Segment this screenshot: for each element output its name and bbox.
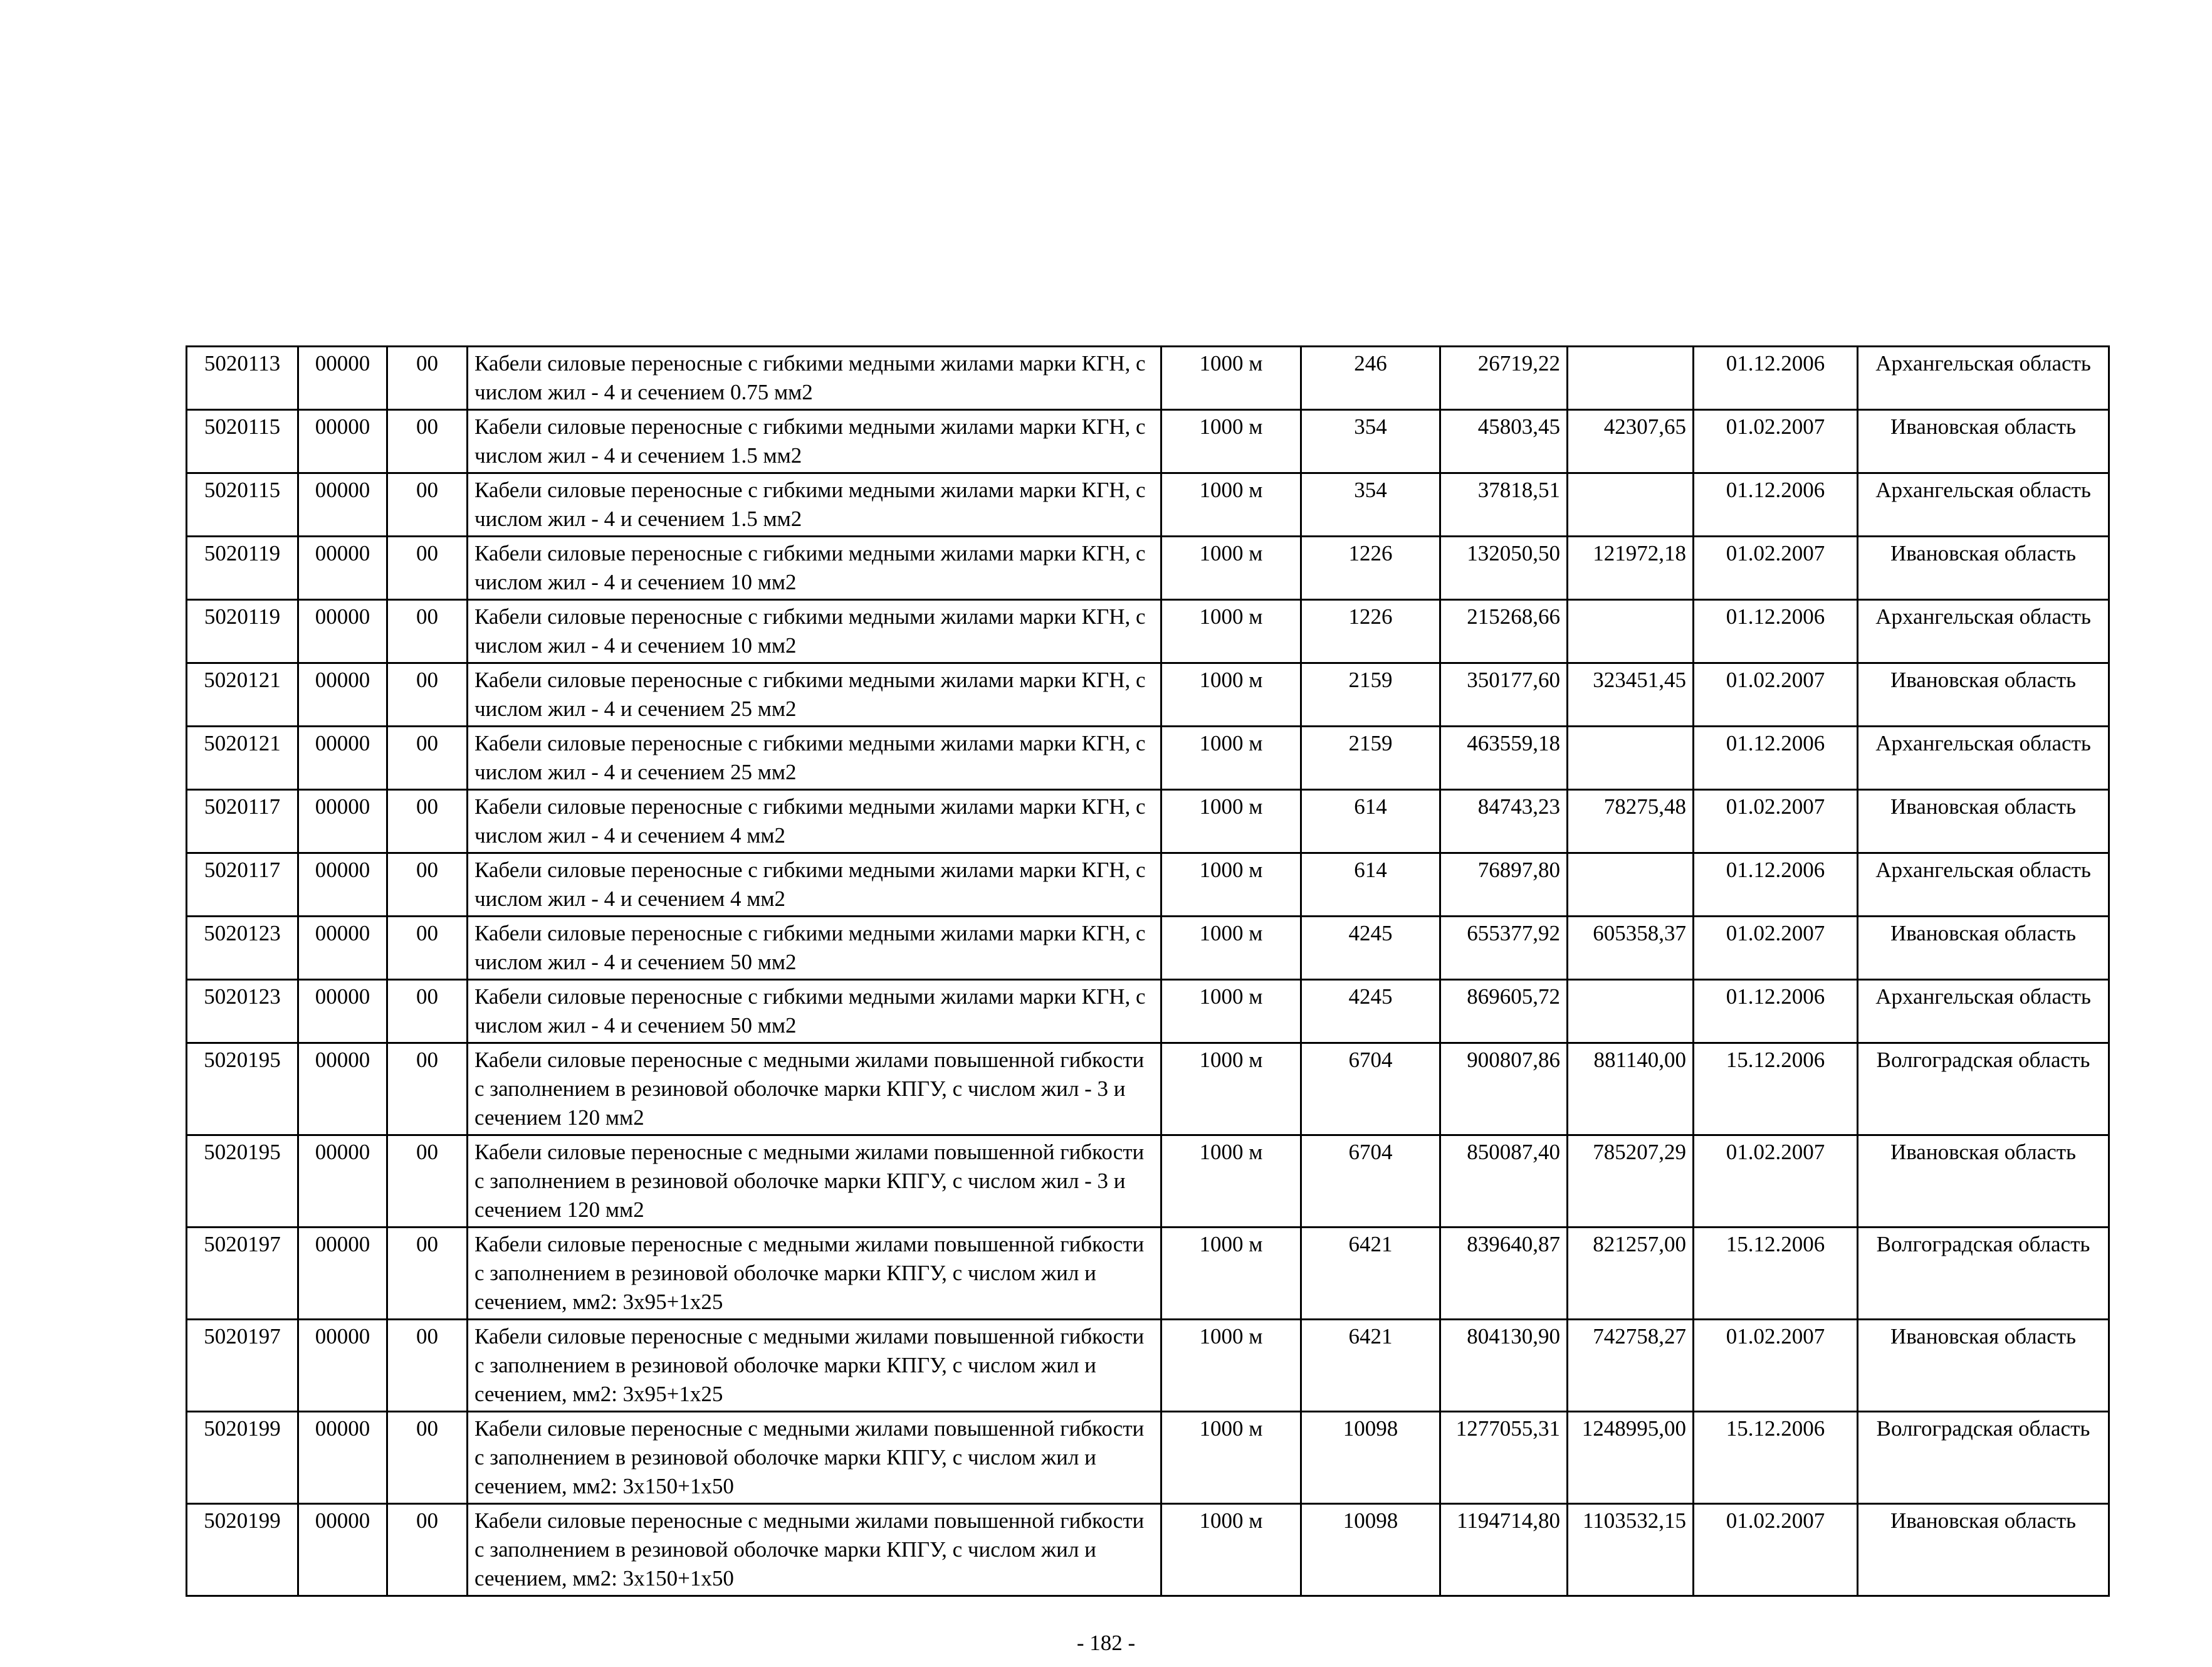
subcode-cell: 00000: [298, 410, 387, 473]
region-cell: Ивановская область: [1858, 790, 2109, 853]
region-cell: Архангельская область: [1858, 347, 2109, 410]
date-cell: 15.12.2006: [1694, 1412, 1858, 1504]
unit-cell: 1000 м: [1161, 727, 1301, 790]
subcode-cell: 00000: [298, 917, 387, 980]
resource-code-cell: 5020197: [187, 1320, 298, 1412]
unit-cell: 1000 м: [1161, 537, 1301, 600]
unit-cell: 1000 м: [1161, 917, 1301, 980]
resource-code-cell: 5020195: [187, 1135, 298, 1228]
price-cell: 45803,45: [1440, 410, 1568, 473]
mass-cell: 614: [1301, 790, 1440, 853]
price-alt-cell: 42307,65: [1568, 410, 1694, 473]
description-cell: Кабели силовые переносные с гибкими медными жилами марки КГН, с числом жил - 4 и сечением 25 мм2: [468, 663, 1161, 727]
table-row: [187, 727, 2109, 790]
resource-code-cell: 5020195: [187, 1043, 298, 1135]
description-cell: Кабели силовые переносные с медными жилами повышенной гибкости с заполнением в резиновой оболочке марки КПГУ, с числом жил - 3 и сечением 120 мм2: [468, 1043, 1161, 1135]
subcode-cell: 00000: [298, 1043, 387, 1135]
table-row: [187, 790, 2109, 853]
price-alt-cell: 323451,45: [1568, 663, 1694, 727]
subcode-cell: 00000: [298, 663, 387, 727]
unit-cell: 1000 м: [1161, 790, 1301, 853]
suffix-cell: 00: [387, 537, 468, 600]
date-cell: 01.02.2007: [1694, 1504, 1858, 1596]
suffix-cell: 00: [387, 1412, 468, 1504]
resource-code-cell: 5020199: [187, 1412, 298, 1504]
suffix-cell: 00: [387, 600, 468, 663]
date-cell: 01.12.2006: [1694, 347, 1858, 410]
region-cell: Архангельская область: [1858, 473, 2109, 537]
table-row: [187, 1228, 2109, 1320]
table-body: [187, 347, 2109, 1596]
subcode-cell: 00000: [298, 853, 387, 917]
description-cell: Кабели силовые переносные с гибкими медными жилами марки КГН, с числом жил - 4 и сечением 0.75 мм2: [468, 347, 1161, 410]
price-cell: 850087,40: [1440, 1135, 1568, 1228]
description-cell: Кабели силовые переносные с медными жилами повышенной гибкости с заполнением в резиновой оболочке марки КПГУ, с числом жил и сечением, мм2: 3х95+1х25: [468, 1320, 1161, 1412]
price-table: [186, 345, 2110, 1597]
unit-cell: 1000 м: [1161, 1228, 1301, 1320]
date-cell: 01.02.2007: [1694, 1320, 1858, 1412]
region-cell: Ивановская область: [1858, 917, 2109, 980]
date-cell: 01.02.2007: [1694, 917, 1858, 980]
price-alt-cell: [1568, 347, 1694, 410]
table-row: [187, 347, 2109, 410]
table-row: [187, 663, 2109, 727]
description-cell: Кабели силовые переносные с гибкими медными жилами марки КГН, с числом жил - 4 и сечением 10 мм2: [468, 600, 1161, 663]
resource-code-cell: 5020117: [187, 790, 298, 853]
region-cell: Архангельская область: [1858, 853, 2109, 917]
table-row: [187, 410, 2109, 473]
date-cell: 01.12.2006: [1694, 727, 1858, 790]
table-row: [187, 1504, 2109, 1596]
unit-cell: 1000 м: [1161, 347, 1301, 410]
region-cell: Архангельская область: [1858, 980, 2109, 1043]
mass-cell: 354: [1301, 473, 1440, 537]
resource-code-cell: 5020117: [187, 853, 298, 917]
subcode-cell: 00000: [298, 1135, 387, 1228]
resource-code-cell: 5020199: [187, 1504, 298, 1596]
region-cell: Ивановская область: [1858, 410, 2109, 473]
price-alt-cell: 605358,37: [1568, 917, 1694, 980]
suffix-cell: 00: [387, 410, 468, 473]
region-cell: Волгоградская область: [1858, 1043, 2109, 1135]
date-cell: 01.02.2007: [1694, 410, 1858, 473]
price-alt-cell: [1568, 473, 1694, 537]
table-row: [187, 537, 2109, 600]
description-cell: Кабели силовые переносные с медными жилами повышенной гибкости с заполнением в резиновой оболочке марки КПГУ, с числом жил и сечением, мм2: 3х150+1х50: [468, 1504, 1161, 1596]
subcode-cell: 00000: [298, 347, 387, 410]
unit-cell: 1000 м: [1161, 1320, 1301, 1412]
mass-cell: 10098: [1301, 1504, 1440, 1596]
unit-cell: 1000 м: [1161, 410, 1301, 473]
price-cell: 350177,60: [1440, 663, 1568, 727]
suffix-cell: 00: [387, 347, 468, 410]
price-cell: 839640,87: [1440, 1228, 1568, 1320]
date-cell: 15.12.2006: [1694, 1043, 1858, 1135]
resource-code-cell: 5020119: [187, 600, 298, 663]
unit-cell: 1000 м: [1161, 600, 1301, 663]
mass-cell: 6704: [1301, 1043, 1440, 1135]
unit-cell: 1000 м: [1161, 853, 1301, 917]
description-cell: Кабели силовые переносные с гибкими медными жилами марки КГН, с числом жил - 4 и сечением 50 мм2: [468, 917, 1161, 980]
subcode-cell: 00000: [298, 980, 387, 1043]
unit-cell: 1000 м: [1161, 663, 1301, 727]
region-cell: Архангельская область: [1858, 727, 2109, 790]
region-cell: Ивановская область: [1858, 1320, 2109, 1412]
mass-cell: 354: [1301, 410, 1440, 473]
description-cell: Кабели силовые переносные с медными жилами повышенной гибкости с заполнением в резиновой оболочке марки КПГУ, с числом жил и сечением, мм2: 3х150+1х50: [468, 1412, 1161, 1504]
price-alt-cell: [1568, 853, 1694, 917]
price-cell: 900807,86: [1440, 1043, 1568, 1135]
subcode-cell: 00000: [298, 1504, 387, 1596]
description-cell: Кабели силовые переносные с медными жилами повышенной гибкости с заполнением в резиновой оболочке марки КПГУ, с числом жил и сечением, мм2: 3х95+1х25: [468, 1228, 1161, 1320]
mass-cell: 2159: [1301, 727, 1440, 790]
date-cell: 01.12.2006: [1694, 600, 1858, 663]
price-alt-cell: 1103532,15: [1568, 1504, 1694, 1596]
mass-cell: 4245: [1301, 917, 1440, 980]
suffix-cell: 00: [387, 727, 468, 790]
subcode-cell: 00000: [298, 473, 387, 537]
suffix-cell: 00: [387, 1504, 468, 1596]
mass-cell: 10098: [1301, 1412, 1440, 1504]
subcode-cell: 00000: [298, 537, 387, 600]
resource-code-cell: 5020119: [187, 537, 298, 600]
description-cell: Кабели силовые переносные с гибкими медными жилами марки КГН, с числом жил - 4 и сечением 1.5 мм2: [468, 410, 1161, 473]
price-cell: 26719,22: [1440, 347, 1568, 410]
mass-cell: 4245: [1301, 980, 1440, 1043]
suffix-cell: 00: [387, 917, 468, 980]
mass-cell: 246: [1301, 347, 1440, 410]
resource-code-cell: 5020115: [187, 473, 298, 537]
description-cell: Кабели силовые переносные с гибкими медными жилами марки КГН, с числом жил - 4 и сечением 25 мм2: [468, 727, 1161, 790]
date-cell: 01.02.2007: [1694, 537, 1858, 600]
unit-cell: 1000 м: [1161, 1412, 1301, 1504]
suffix-cell: 00: [387, 663, 468, 727]
price-cell: 215268,66: [1440, 600, 1568, 663]
mass-cell: 614: [1301, 853, 1440, 917]
mass-cell: 2159: [1301, 663, 1440, 727]
subcode-cell: 00000: [298, 790, 387, 853]
date-cell: 01.12.2006: [1694, 980, 1858, 1043]
unit-cell: 1000 м: [1161, 1135, 1301, 1228]
unit-cell: 1000 м: [1161, 980, 1301, 1043]
table-row: [187, 917, 2109, 980]
suffix-cell: 00: [387, 473, 468, 537]
region-cell: Ивановская область: [1858, 1135, 2109, 1228]
table-row: [187, 1320, 2109, 1412]
suffix-cell: 00: [387, 1043, 468, 1135]
price-alt-cell: 785207,29: [1568, 1135, 1694, 1228]
region-cell: Волгоградская область: [1858, 1412, 2109, 1504]
suffix-cell: 00: [387, 980, 468, 1043]
price-alt-cell: 821257,00: [1568, 1228, 1694, 1320]
description-cell: Кабели силовые переносные с гибкими медными жилами марки КГН, с числом жил - 4 и сечением 1.5 мм2: [468, 473, 1161, 537]
mass-cell: 1226: [1301, 600, 1440, 663]
price-cell: 869605,72: [1440, 980, 1568, 1043]
price-cell: 804130,90: [1440, 1320, 1568, 1412]
unit-cell: 1000 м: [1161, 1504, 1301, 1596]
suffix-cell: 00: [387, 853, 468, 917]
subcode-cell: 00000: [298, 727, 387, 790]
description-cell: Кабели силовые переносные с гибкими медными жилами марки КГН, с числом жил - 4 и сечением 4 мм2: [468, 790, 1161, 853]
price-cell: 76897,80: [1440, 853, 1568, 917]
subcode-cell: 00000: [298, 1320, 387, 1412]
price-cell: 132050,50: [1440, 537, 1568, 600]
region-cell: Ивановская область: [1858, 1504, 2109, 1596]
resource-code-cell: 5020197: [187, 1228, 298, 1320]
subcode-cell: 00000: [298, 600, 387, 663]
table-row: [187, 980, 2109, 1043]
region-cell: Ивановская область: [1858, 537, 2109, 600]
mass-cell: 6704: [1301, 1135, 1440, 1228]
date-cell: 15.12.2006: [1694, 1228, 1858, 1320]
table-row: [187, 1135, 2109, 1228]
price-alt-cell: [1568, 600, 1694, 663]
region-cell: Архангельская область: [1858, 600, 2109, 663]
subcode-cell: 00000: [298, 1412, 387, 1504]
mass-cell: 6421: [1301, 1228, 1440, 1320]
page-number: - 182 -: [1076, 1631, 1136, 1655]
suffix-cell: 00: [387, 1135, 468, 1228]
price-cell: 84743,23: [1440, 790, 1568, 853]
price-alt-cell: 1248995,00: [1568, 1412, 1694, 1504]
price-cell: 655377,92: [1440, 917, 1568, 980]
resource-code-cell: 5020121: [187, 727, 298, 790]
resource-code-cell: 5020121: [187, 663, 298, 727]
date-cell: 01.02.2007: [1694, 790, 1858, 853]
price-cell: 463559,18: [1440, 727, 1568, 790]
resource-code-cell: 5020123: [187, 980, 298, 1043]
price-alt-cell: 881140,00: [1568, 1043, 1694, 1135]
resource-code-cell: 5020115: [187, 410, 298, 473]
region-cell: Ивановская область: [1858, 663, 2109, 727]
description-cell: Кабели силовые переносные с медными жилами повышенной гибкости с заполнением в резиновой оболочке марки КПГУ, с числом жил - 3 и сечением 120 мм2: [468, 1135, 1161, 1228]
price-alt-cell: 742758,27: [1568, 1320, 1694, 1412]
price-cell: 37818,51: [1440, 473, 1568, 537]
price-cell: 1277055,31: [1440, 1412, 1568, 1504]
description-cell: Кабели силовые переносные с гибкими медными жилами марки КГН, с числом жил - 4 и сечением 10 мм2: [468, 537, 1161, 600]
price-alt-cell: [1568, 727, 1694, 790]
price-alt-cell: [1568, 980, 1694, 1043]
price-alt-cell: 78275,48: [1568, 790, 1694, 853]
table-row: [187, 1412, 2109, 1504]
date-cell: 01.12.2006: [1694, 853, 1858, 917]
unit-cell: 1000 м: [1161, 1043, 1301, 1135]
price-cell: 1194714,80: [1440, 1504, 1568, 1596]
table-row: [187, 600, 2109, 663]
unit-cell: 1000 м: [1161, 473, 1301, 537]
suffix-cell: 00: [387, 1228, 468, 1320]
subcode-cell: 00000: [298, 1228, 387, 1320]
date-cell: 01.12.2006: [1694, 473, 1858, 537]
date-cell: 01.02.2007: [1694, 663, 1858, 727]
price-alt-cell: 121972,18: [1568, 537, 1694, 600]
date-cell: 01.02.2007: [1694, 1135, 1858, 1228]
suffix-cell: 00: [387, 790, 468, 853]
table-row: [187, 473, 2109, 537]
table-row: [187, 1043, 2109, 1135]
mass-cell: 1226: [1301, 537, 1440, 600]
description-cell: Кабели силовые переносные с гибкими медными жилами марки КГН, с числом жил - 4 и сечением 50 мм2: [468, 980, 1161, 1043]
description-cell: Кабели силовые переносные с гибкими медными жилами марки КГН, с числом жил - 4 и сечением 4 мм2: [468, 853, 1161, 917]
resource-code-cell: 5020113: [187, 347, 298, 410]
suffix-cell: 00: [387, 1320, 468, 1412]
table-row: [187, 853, 2109, 917]
region-cell: Волгоградская область: [1858, 1228, 2109, 1320]
resource-code-cell: 5020123: [187, 917, 298, 980]
mass-cell: 6421: [1301, 1320, 1440, 1412]
